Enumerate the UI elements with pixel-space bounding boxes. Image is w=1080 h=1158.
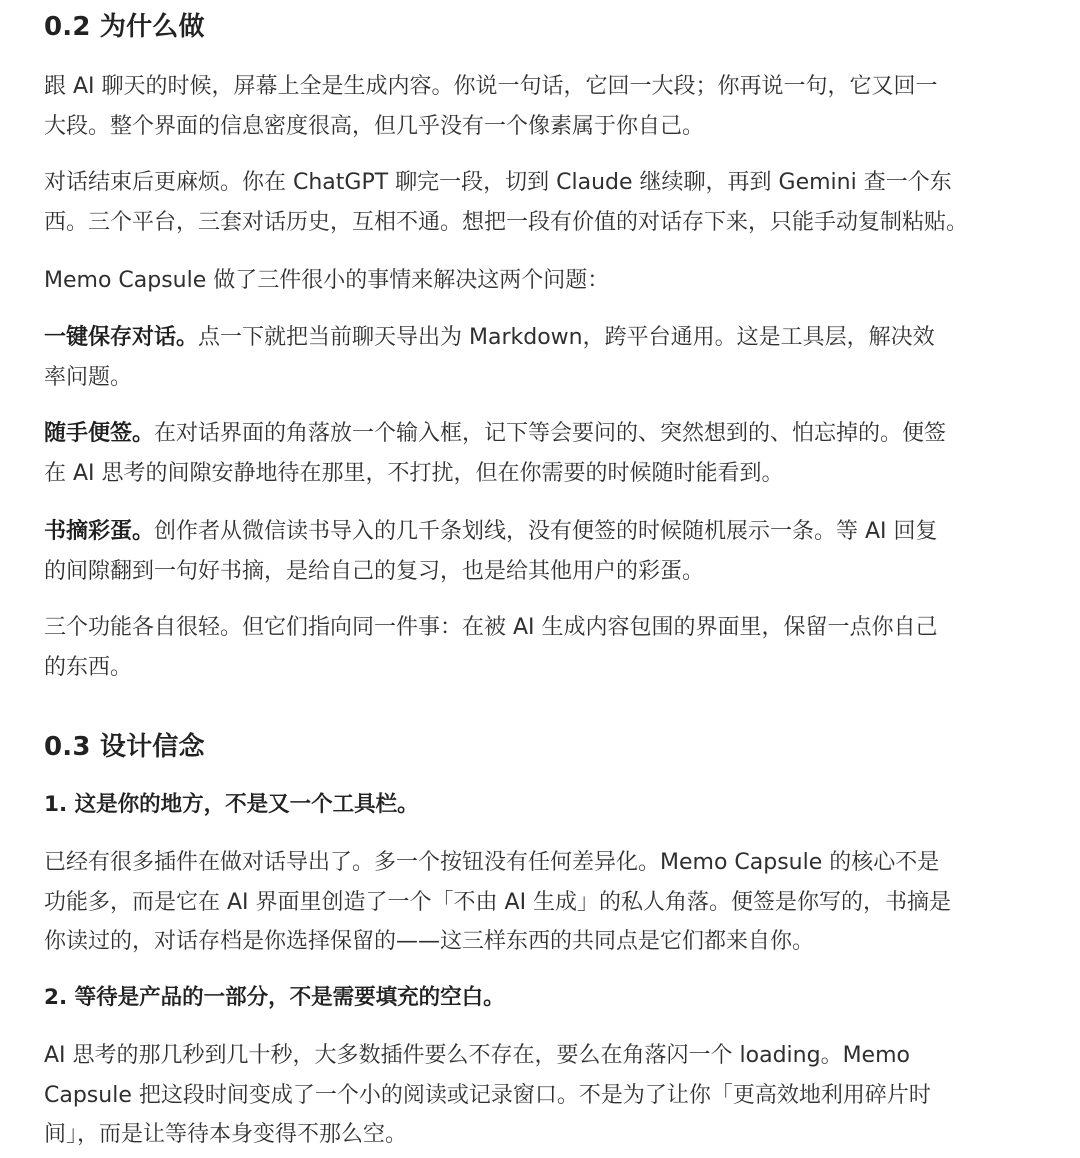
paragraph-line: 跟 AI 聊天的时候，屏幕上全是生成内容。你说一句话，它回一大段；你再说一句，它又回一: [44, 74, 938, 99]
paragraph-line: 的东西。: [44, 654, 133, 680]
paragraph-line: 已经有很多插件在做对话导出了。多一个按钮没有任何差异化。Memo Capsule 的核心不是: [44, 850, 940, 875]
paragraph-line: [44, 512, 938, 552]
paragraph-line: 大段。整个界面的信息密度很高，但几乎没有一个像素属于你自己。: [44, 113, 705, 139]
feature-text: 点一下就把当前聊天导出为 Markdown，跨平台通用。这是工具层，解决效: [198, 325, 935, 350]
paragraph: Memo Capsule 做了三件很小的事情来解决这两个问题：: [44, 268, 610, 293]
feature-title: 随手便签。: [44, 421, 155, 446]
paragraph: [44, 163, 968, 242]
paragraph-line: 间」，而是让等待本身变得不那么空。: [44, 1122, 408, 1147]
feature-title: 书摘彩蛋。: [44, 519, 155, 544]
feature-text: 在对话界面的角落放一个输入框，记下等会要问的、突然想到的、怕忘掉的。便签: [154, 421, 947, 446]
paragraph-line: 功能多，而是它在 AI 界面里创造了一个「不由 AI 生成」的私人角落。便签是你写的，书摘是: [44, 889, 952, 915]
feature-paragraph-notes: [44, 414, 946, 493]
paragraph-line: [44, 414, 946, 454]
paragraph-line: 的间隙翻到一句好书摘，是给自己的复习，也是给其他用户的彩蛋。: [44, 558, 705, 584]
section-heading-design: 0.3 设计信念: [44, 732, 205, 762]
paragraph-line: [44, 318, 935, 358]
paragraph-line: Capsule 把这段时间变成了一个小的阅读或记录窗口。不是为了让你「更高效地利用碎片时: [44, 1082, 931, 1108]
feature-title: 一键保存对话。: [44, 325, 199, 350]
paragraph: [44, 608, 938, 687]
paragraph-line: 在 AI 思考的间隙安静地待在那里，不打扰，但在你需要的时候随时能看到。: [44, 460, 784, 486]
paragraph-line: 你读过的，对话存档是你选择保留的——这三样东西的共同点是它们都来自你。: [44, 929, 815, 954]
section-heading-why: 0.2 为什么做: [44, 12, 205, 42]
feature-text: 创作者从微信读书导入的几千条划线，没有便签的时候随机展示一条。等 AI 回复: [154, 519, 938, 544]
feature-paragraph-quotes: [44, 512, 938, 591]
paragraph: [44, 843, 951, 962]
feature-paragraph-save: [44, 318, 935, 397]
paragraph: [44, 67, 938, 146]
paragraph-line: 西。三个平台，三套对话历史，互相不通。想把一段有价值的对话存下来，只能手动复制粘贴。: [44, 209, 969, 235]
paragraph-line: 对话结束后更麻烦。你在 ChatGPT 聊完一段，切到 Claude 继续聊，再到 Gemini 查一个东: [44, 170, 952, 195]
paragraph: [44, 1036, 931, 1155]
belief-heading: 2. 等待是产品的一部分，不是需要填充的空白。: [44, 985, 505, 1010]
paragraph-line: AI 思考的那几秒到几十秒，大多数插件要么不存在，要么在角落闪一个 loading。Memo: [44, 1043, 910, 1068]
belief-heading: 1. 这是你的地方，不是又一个工具栏。: [44, 792, 419, 817]
paragraph-line: 三个功能各自很轻。但它们指向同一件事：在被 AI 生成内容包围的界面里，保留一点你自己: [44, 615, 938, 640]
paragraph-line: 率问题。: [44, 364, 133, 390]
